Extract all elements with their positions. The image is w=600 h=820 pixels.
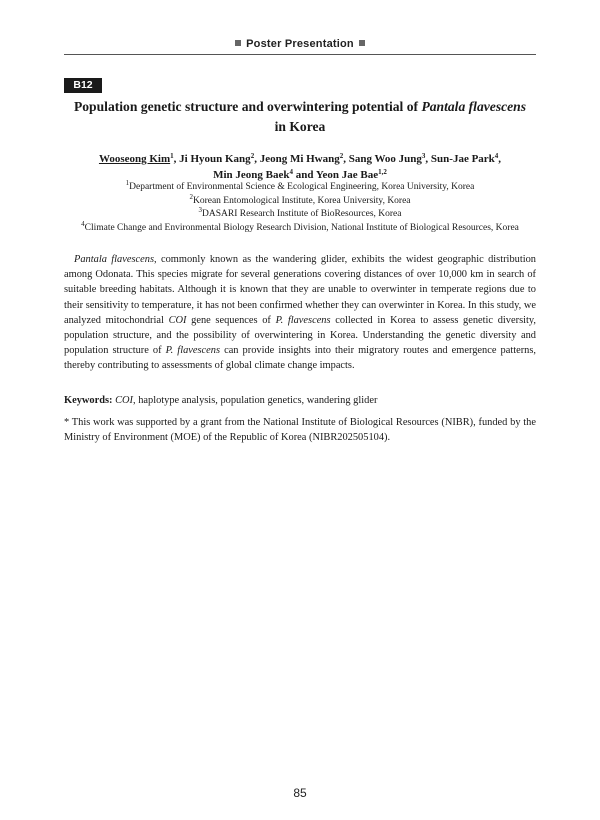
- affil-text: Climate Change and Environmental Biology Research Division, National Institute of Biological Resources, Korea: [84, 222, 519, 233]
- paper-title: [64, 97, 536, 137]
- affiliation: [64, 219, 536, 236]
- author-name: Ji Hyoun Kang: [179, 153, 251, 165]
- affil-text: Korean Entomological Institute, Korea University, Korea: [192, 195, 411, 206]
- page-number: 85: [293, 786, 307, 800]
- author-name: Sang Woo Jung: [348, 153, 422, 165]
- species-name: P. flavescens: [165, 345, 221, 357]
- keywords-line: [64, 393, 536, 408]
- keyword-gene: COI: [115, 395, 133, 406]
- keywords-text: , haplotype analysis, population genetics, wandering glider: [133, 395, 378, 406]
- affiliation: [64, 192, 536, 209]
- author-separator: ,: [498, 153, 502, 165]
- affil-mark: 1: [125, 179, 130, 187]
- title-species: Pantala flavescens: [421, 99, 527, 114]
- author-name: Sun-Jae Park: [430, 153, 495, 165]
- affil-mark: 4: [81, 219, 85, 228]
- author-list: [64, 151, 536, 183]
- author-separator: ,: [173, 153, 180, 165]
- abstract-text: , commonly known as the wandering glider, exhibits the widest geographic distribution among Odonata. This species migrate for several generations covering distances of over 10,000 km in search of suitable breeding habitats. Although it is known that they are unable to overwinter in temperate regions due to their sensitivity to temperature, it has not been confirmed whether they can overwinter in Korea. In this study, we analyzed mitochondrial: [64, 254, 537, 326]
- author-affil-mark: 2: [339, 152, 344, 160]
- abstract-text: gene sequences of: [186, 314, 276, 326]
- square-bullet-icon: [359, 40, 365, 46]
- abstract-text: can provide insights into their migratory routes and emergence patterns, thereby contributing to assessments of global climate change impacts.: [64, 345, 536, 372]
- abstract-body: [64, 252, 536, 374]
- gene-name: COI: [168, 314, 187, 326]
- author-affil-mark: 3: [421, 152, 426, 160]
- poster-id-badge: B12: [64, 78, 102, 93]
- author-name: Min Jeong Baek: [213, 169, 290, 181]
- author-name: Jeong Mi Hwang: [259, 153, 340, 165]
- funding-note: * This work was supported by a grant from the National Institute of Biological Resources (NIBR), funded by the Ministry of Environment (MOE) of the Republic of Korea (NIBR202505104).: [64, 417, 536, 444]
- affiliation: [64, 181, 536, 195]
- affil-mark: 3: [198, 206, 203, 214]
- author-separator: ,: [343, 153, 349, 165]
- affiliation: [64, 208, 536, 222]
- author-name: Wooseong Kim: [98, 153, 171, 165]
- title-text-end: in Korea: [274, 119, 326, 134]
- author-separator: ,: [254, 153, 260, 165]
- header-divider: [64, 54, 536, 55]
- keywords-label: Keywords:: [64, 395, 113, 406]
- abstract-text: collected in Korea to assess genetic diversity, population structure, and the possibility of overwintering in Korea. Understanding the genetic diversity and population structure of: [64, 314, 536, 357]
- species-name: Pantala flavescens: [74, 254, 154, 265]
- header-text: Poster Presentation: [246, 38, 354, 50]
- author-affil-mark: 2: [250, 152, 255, 160]
- affil-text: Department of Environmental Science & Ecological Engineering, Korea University, Korea: [129, 182, 475, 192]
- author-affil-mark: 4: [289, 168, 293, 176]
- affiliation-list: [64, 181, 536, 235]
- author-affil-mark: 1,2: [378, 168, 387, 176]
- author-separator: ,: [425, 153, 431, 165]
- author-separator: and: [293, 169, 316, 181]
- author-affil-mark: 4: [494, 152, 499, 160]
- affil-text: DASARI Research Institute of BioResources, Korea: [202, 209, 402, 219]
- running-header: [64, 38, 536, 50]
- title-text: Population genetic structure and overwintering potential of: [73, 99, 422, 114]
- author-affil-mark: 1: [170, 152, 174, 160]
- author-name: Yeon Jae Bae: [315, 169, 379, 181]
- affil-mark: 2: [189, 192, 193, 201]
- square-bullet-icon: [235, 40, 241, 46]
- species-name: P. flavescens: [275, 314, 331, 326]
